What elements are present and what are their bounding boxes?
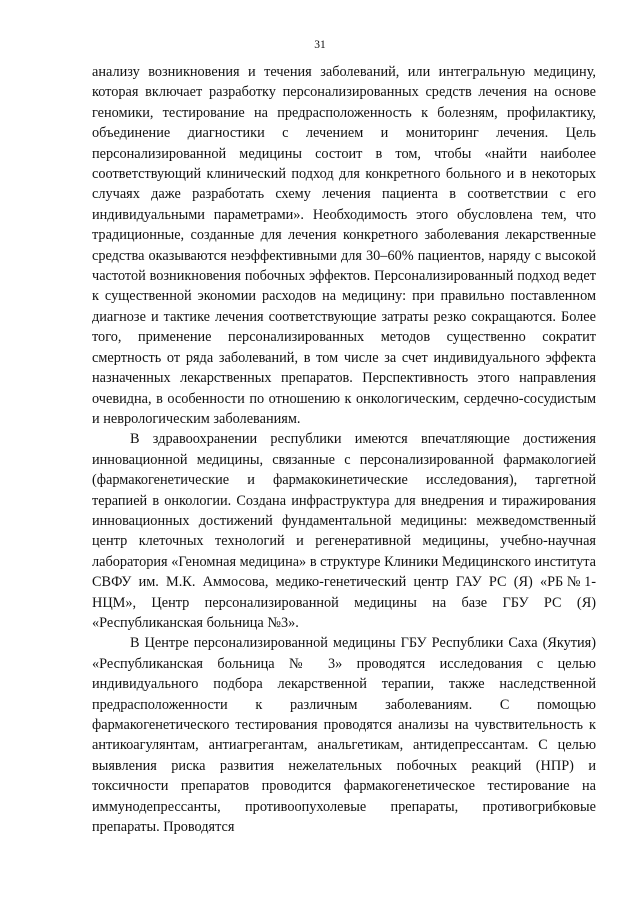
paragraph-2: В здравоохранении республики имеются впечатляющие достижения инновационной медицины, связанные с персонализированной фармакологией (фармакогенетические и фармакокинетические исследования), таргетной терапией в онкологии. Создана инфраструктура для внедрения и тиражирования инновационных достижений фундаментальной медицины: межведомственный центр клеточных технологий и регенеративной медицины, учебно-научная лаборатория «Геномная медицина» в структуре Клиники Медицинского института СВФУ им. М.К. Аммосова, медико-генетический центр ГАУ РС (Я) «РБ№1-НЦМ», Центр персонализированной медицины на базе ГБУ РС (Я) «Республиканская больница №3». [92, 431, 596, 631]
text-body [92, 62, 596, 837]
page-number: 31 [314, 39, 326, 51]
paragraph-1: анализу возникновения и течения заболеваний, или интегральную медицину, которая включает разработку персонализированных средств лечения на основе геномики, тестирование на предрасположенность к болезням, профилактику, объединение диагностики с лечением и мониторинг лечения. Цель персонализированной медицины состоит в том, чтобы «найти наиболее соответствующий клинический подход для конкретного больного и в некоторых случаях даже разработать схему лечения пациента в соответствии с его индивидуальными параметрами». Необходимость этого обусловлена тем, что традиционные, созданные для лечения конкретного заболевания лекарственные средства оказываются неэффективными для 30–60% пациентов, наряду с высокой частотой возникновения побочных эффектов. Персонализированный подход ведет к существенной экономии расходов на медицину: при правильно поставленном диагнозе и тактике лечения соответствующие затраты резко сокращаются. Более того, применение персонализированных методов существенно сократит смертность от ряда заболеваний, в том числе за счет индивидуального эффекта назначенных лекарственных препаратов. Перспективность этого направления очевидна, в особенности по отношению к онкологическим, сердечно-сосудистым и неврологическим заболеваниям. [92, 64, 596, 427]
paragraph-3: В Центре персонализированной медицины ГБУ Республики Саха (Якутия) «Республиканская больница № 3» проводятся исследования с целью индивидуального подбора лекарственной терапии, также наследственной предрасположенности к различным заболеваниям. С помощью фармакогенетического тестирования проводятся анализы на чувствительность к антикоагулянтам, антиагрегантам, анальгетикам, антидепрессантам. С целью выявления риска развития нежелательных побочных реакций (НПР) и токсичности препаратов проводится фармакогенетическое тестирование на иммунодепрессанты, противоопухолевые препараты, противогрибковые препараты. Проводятся [92, 635, 596, 836]
